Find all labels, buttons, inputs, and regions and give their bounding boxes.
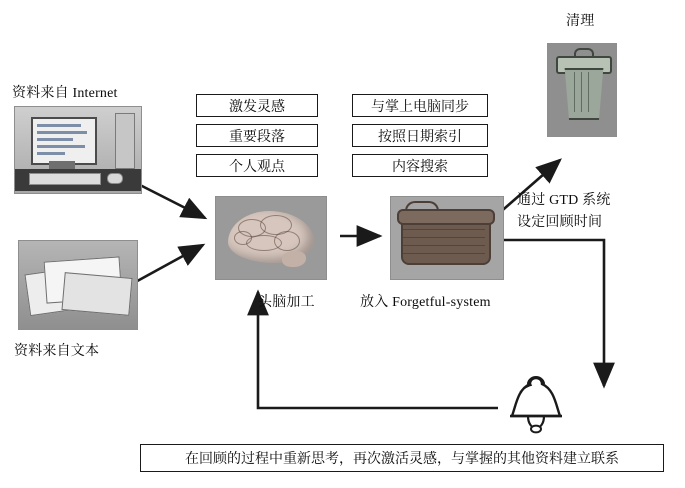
brain-photo — [215, 196, 327, 280]
arrow-internet-to-brain — [140, 185, 205, 218]
mouse — [107, 173, 123, 184]
basket-rim — [397, 209, 495, 225]
bell-icon — [498, 372, 574, 434]
put-into-system-label: 放入 Forgetful-system — [360, 295, 491, 310]
attr-box-inspiration: 激发灵感 — [196, 94, 318, 117]
computer-desk-photo — [14, 106, 142, 194]
attr-box-date-index: 按照日期索引 — [352, 124, 488, 147]
wicker-basket-photo — [390, 196, 504, 280]
arrow-text-to-brain — [130, 245, 203, 285]
monitor-screen — [31, 117, 97, 165]
trash-bin-photo — [547, 43, 617, 137]
arrow-basket-to-bell — [497, 240, 604, 386]
brain-process-label: 头脑加工 — [258, 295, 315, 310]
gtd-note-line2: 设定回顾时间 — [517, 215, 603, 230]
attr-box-key-paragraph: 重要段落 — [196, 124, 318, 147]
bin-body — [562, 68, 606, 120]
footer-note-box: 在回顾的过程中重新思考，再次激活灵感，与掌握的其他资料建立联系 — [140, 444, 664, 472]
attr-box-content-search: 内容搜索 — [352, 154, 488, 177]
gtd-note-line1: 通过 GTD 系统 — [517, 193, 611, 208]
attr-box-personal-view: 个人观点 — [196, 154, 318, 177]
source-internet-label: 资料来自 Internet — [12, 86, 118, 101]
paper-documents-photo — [18, 240, 138, 330]
computer-tower — [115, 113, 135, 169]
keyboard — [29, 173, 101, 185]
cleanup-label: 清理 — [566, 14, 595, 29]
source-text-label: 资料来自文本 — [14, 344, 100, 359]
attr-box-pda-sync: 与掌上电脑同步 — [352, 94, 488, 117]
